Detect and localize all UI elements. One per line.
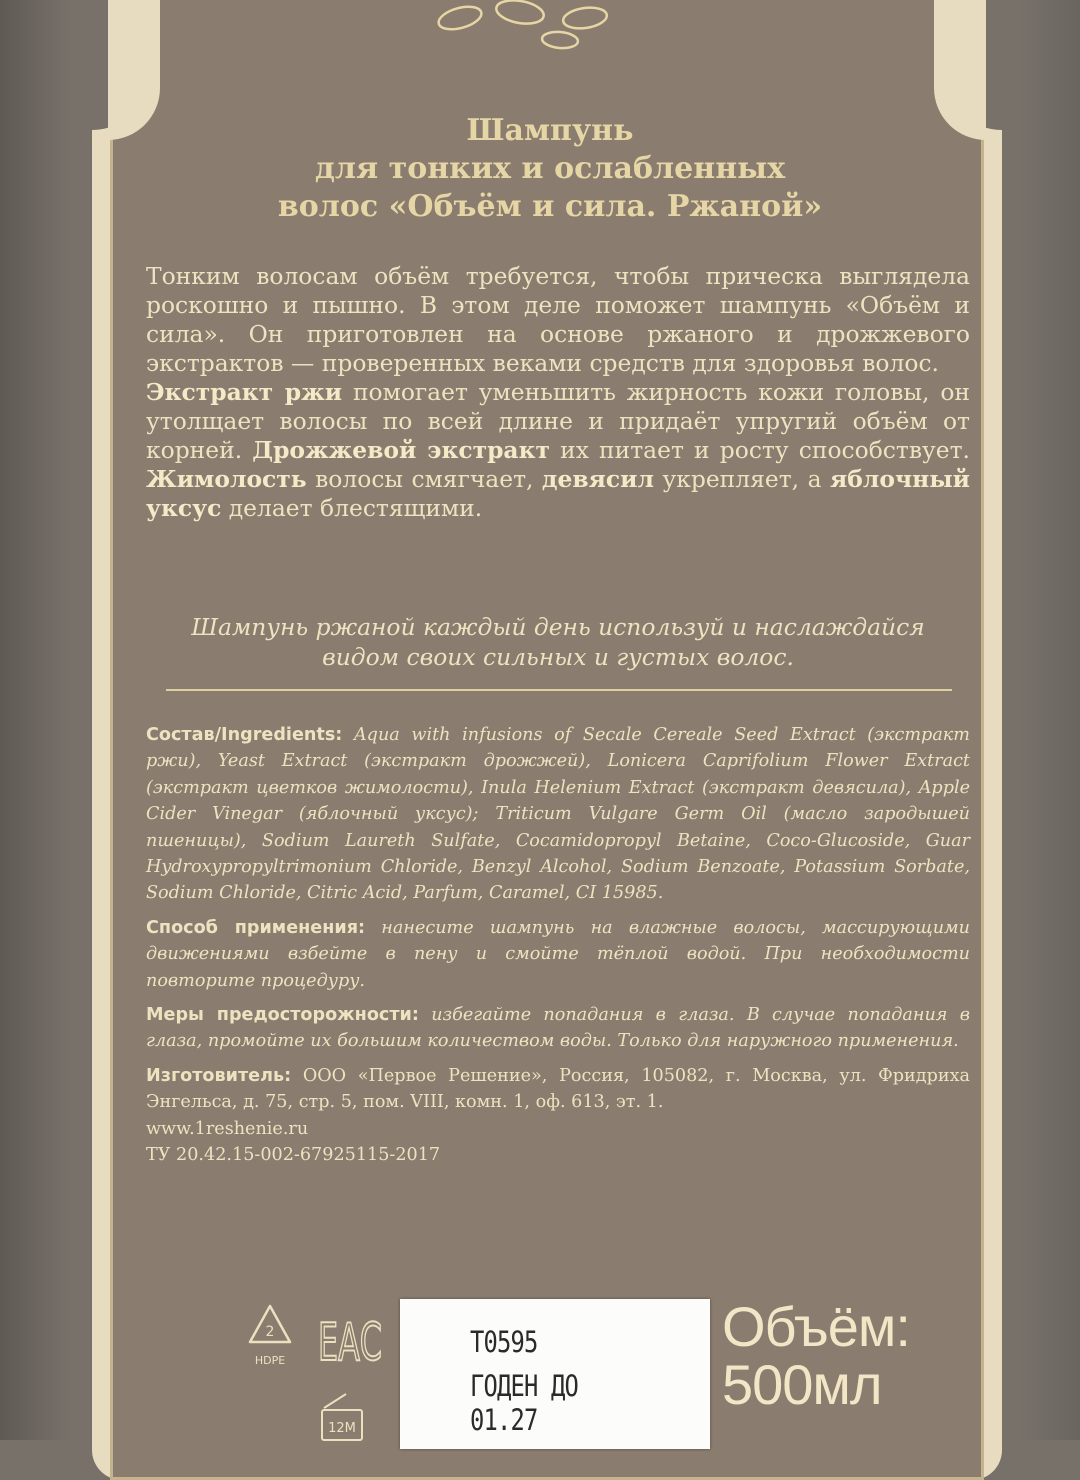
highlight-yeast: Дрожжевой экстракт [252,436,550,464]
batch-code: T0595 [470,1325,538,1359]
expiry-date: ГОДЕН ДО 01.27 [470,1369,578,1437]
description-text: делает блестящими. [221,494,483,522]
precautions-label: Меры предосторожности: [146,1005,419,1026]
product-title [150,112,950,226]
title-line-2: для тонких и ослабленных [314,151,786,186]
product-info [146,722,970,1169]
title-line-1: Шампунь [466,113,634,148]
highlight-elecampane: девясил [541,465,655,493]
volume-value: 500мл [722,1353,882,1416]
date-sticker [400,1299,710,1449]
pao-label: 12M [328,1421,356,1436]
highlight-honeysuckle: Жимолость [146,465,307,493]
description-paragraph-1: Тонким волосам объём требуется, чтобы прическа выглядела роскошно и пышно. В этом деле поможет шампунь «Объём и сила». Он приготовлен на основе ржаного и дрожжевого экстрактов — проверенных веками средств для здоровья волос. [146,262,970,377]
recycle-icon [246,1302,294,1352]
volume-label: Объём: [722,1295,910,1358]
grain-icon [420,0,640,60]
eac-mark: ЕАС [318,1313,382,1373]
ingredients-label: Состав/Ingredients: [146,725,343,745]
volume-block [722,1295,982,1416]
description-text: укрепляет, а [654,465,830,493]
eac-icon [316,1300,384,1373]
ingredients-section [146,722,970,907]
precautions-section [146,1002,970,1055]
bottle-edge-left [0,0,70,1440]
technical-standard: ТУ 20.42.15-002-67925115-2017 [146,1145,441,1166]
description-text: помогает уменьшить жирность кожи головы, он утолщает волосы по всей длине и придаёт упругий объём от корней. [146,378,970,464]
pao-jar-icon [316,1388,376,1440]
bottle-edge-right [1020,0,1080,1440]
title-line-3: волос «Объём и сила. Ржаной» [277,189,823,224]
precautions-text: избегайте попадания в глаза. В случае попадания в глаза, промойте их большим количеством воды. Только для наружного применения. [146,1005,970,1052]
description-text: их питает и росту способствует. [549,436,970,464]
manufacturer-text: ООО «Первое Решение», Россия, 105082, г. Москва, ул. Фридриха Энгельса, д. 75, стр. 5, пом. VIII, комн. 1, оф. 613, эт. 1. [146,1065,970,1113]
usage-label: Способ применения: [146,917,366,938]
highlight-rye: Экстракт ржи [146,378,343,406]
description-paragraph-2 [146,378,970,523]
manufacturer-label: Изготовитель: [146,1065,292,1086]
usage-text: нанесите шампунь на влажные волосы, массирующими движениями взбейте в пену и смойте тёплой водой. При необходимости повторите процедуру. [146,917,970,991]
ingredients-text: Aqua with infusions of Secale Cereale Seed Extract (экстракт ржи), Yeast Extract (экстракт дрожжей), Lonicera Caprifolium Flower Extract (экстракт цветков жимолости), Inula Helenium Extract (экстракт девясила), Apple Cider Vinegar (яблочный уксус); Triticum Vulgare Germ Oil (масло зародышей пшеницы), Sodium Laureth Sulfate, Cocamidopropyl Betaine, Coco-Glucoside, Guar Hydroxypropyltrimonium Chloride, Benzyl Alcohol, Sodium Benzoate, Potassium Sorbate, Sodium Chloride, Citric Acid, Parfum, Caramel, CI 15985. [146,725,970,904]
description-text: волосы смягчает, [306,465,542,493]
manufacturer-section [146,1063,970,1169]
recycle-number: 2 [265,1324,275,1340]
recycle-code: HDPE [254,1354,286,1367]
usage-section [146,915,970,994]
manufacturer-website: www.1reshenie.ru [146,1118,309,1139]
highlight-vinegar: яблочный уксус [146,465,970,522]
motto [140,612,976,672]
product-description [146,262,970,523]
motto-line-1: Шампунь ржаной каждый день используй и наслаждайся [191,613,925,641]
motto-line-2: видом своих сильных и густых волос. [322,643,794,671]
divider [166,689,952,691]
